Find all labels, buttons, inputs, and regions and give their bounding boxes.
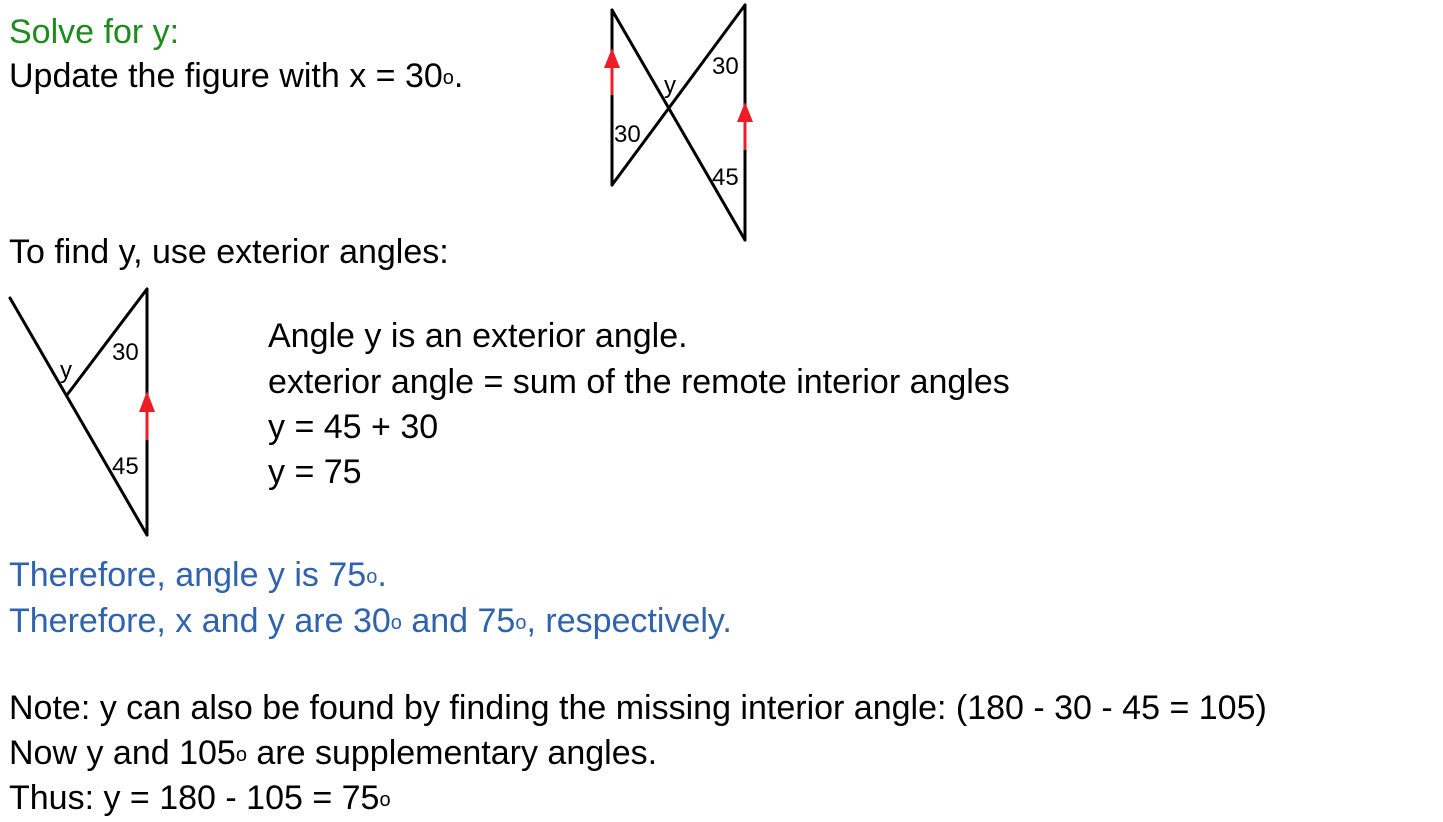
work-line-3: y = 45 + 30 bbox=[268, 408, 439, 446]
extended-side bbox=[10, 298, 147, 535]
degree-symbol: o bbox=[366, 566, 378, 588]
instruction-end: . bbox=[453, 57, 464, 95]
degree-symbol: o bbox=[515, 612, 527, 634]
work-line-1: Angle y is an exterior angle. bbox=[268, 317, 688, 355]
instruction-text: Update the figure with x = 30 bbox=[9, 57, 443, 95]
conclusion-text-2a: Therefore, x and y are 30 bbox=[9, 602, 391, 640]
note-text-2a: Now y and 105 bbox=[9, 734, 236, 772]
bowtie-label-45: 45 bbox=[712, 164, 739, 191]
note-text-2b: are supplementary angles. bbox=[246, 734, 658, 772]
conclusion-text-2b: and 75 bbox=[401, 602, 516, 640]
parallel-arrow-left-head bbox=[604, 48, 620, 68]
conclusion-end-1: . bbox=[377, 556, 387, 594]
conclusion-end-2: , respectively. bbox=[526, 602, 732, 640]
work-line-2: exterior angle = sum of the remote interior angles bbox=[268, 363, 1010, 401]
degree-symbol: o bbox=[235, 744, 247, 766]
small-label-45: 45 bbox=[112, 453, 139, 480]
transversal-up bbox=[612, 5, 745, 185]
step-heading: To find y, use exterior angles: bbox=[9, 233, 449, 271]
note-line-3 bbox=[9, 778, 391, 818]
small-label-y: y bbox=[60, 357, 72, 384]
bowtie-label-30-top: 30 bbox=[712, 53, 739, 80]
title: Solve for y: bbox=[9, 13, 180, 51]
degree-symbol: o bbox=[390, 612, 402, 634]
note-line-1: Note: y can also be found by finding the missing interior angle: (180 - 30 - 45 = 105) bbox=[9, 689, 1267, 727]
bowtie-label-30-left: 30 bbox=[614, 121, 641, 148]
parallel-arrow-right-head bbox=[737, 102, 753, 122]
conclusion-text-1: Therefore, angle y is 75 bbox=[9, 556, 367, 594]
bowtie-label-y: y bbox=[664, 72, 676, 99]
parallel-arrow-small-head bbox=[139, 391, 155, 412]
note-line-2 bbox=[9, 733, 657, 773]
small-label-30: 30 bbox=[112, 339, 139, 366]
conclusion-line-1 bbox=[9, 555, 387, 595]
exterior-angle-figure bbox=[10, 289, 147, 535]
note-text-3a: Thus: y = 180 - 105 = 75 bbox=[9, 779, 380, 817]
conclusion-line-2 bbox=[9, 601, 732, 641]
work-line-4: y = 75 bbox=[268, 453, 362, 491]
degree-symbol: o bbox=[442, 67, 454, 89]
degree-symbol: o bbox=[379, 789, 391, 811]
